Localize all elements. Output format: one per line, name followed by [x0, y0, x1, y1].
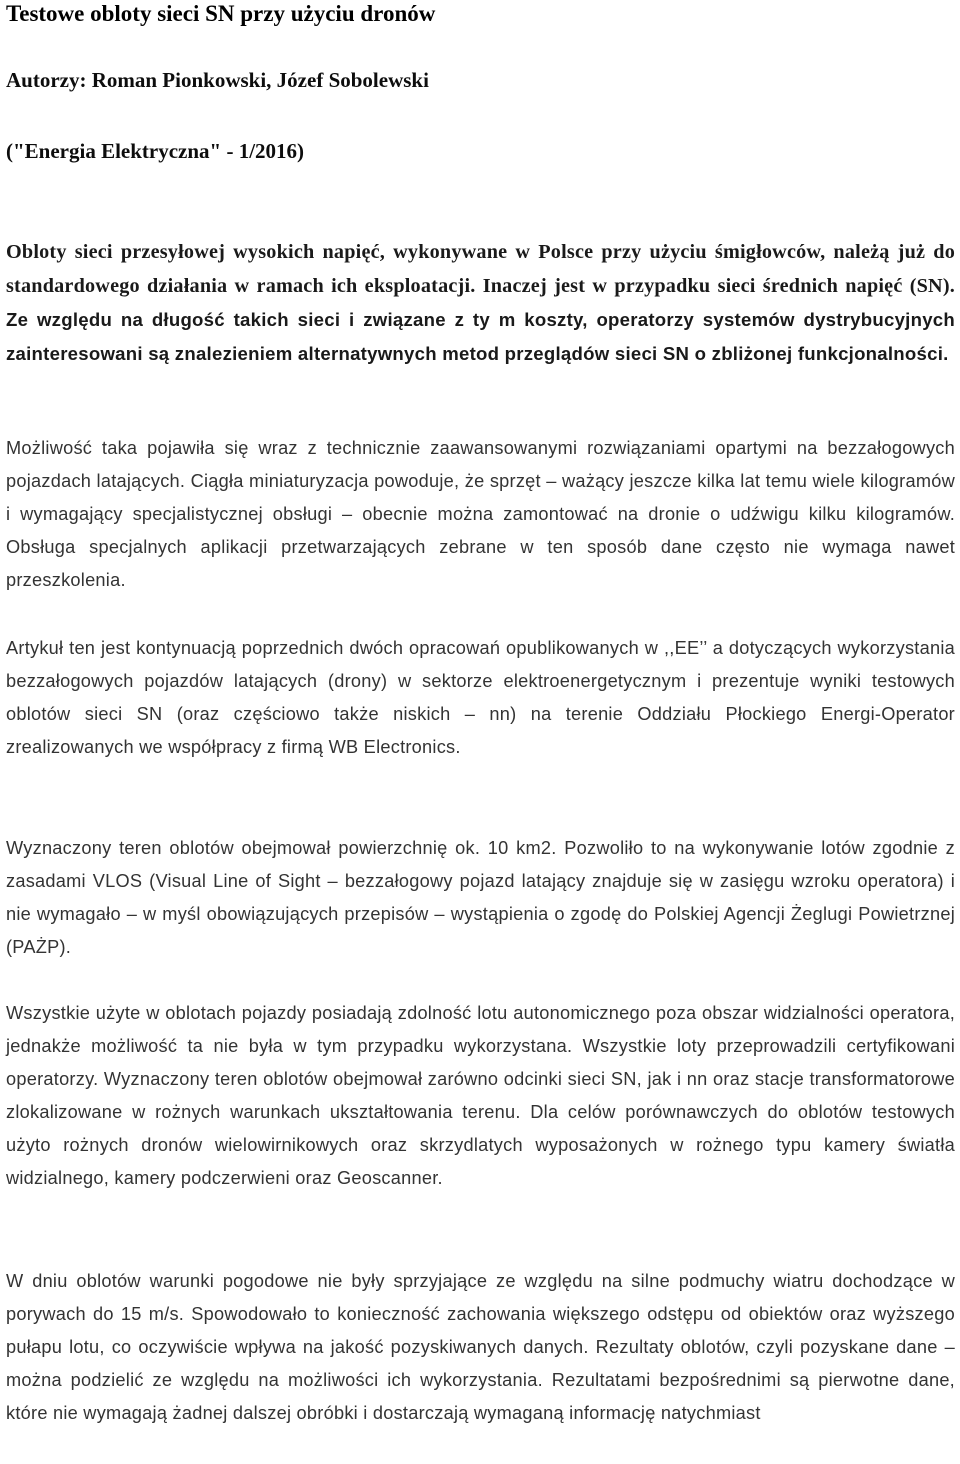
body-paragraph-4: Wyznaczony teren oblotów obejmował powierzchnię ok. 10 km2. Pozwoliło to na wykonywanie lotów zgodnie z zasadami VLOS (Visual Line of Sight – bezzałogowy pojazd latający znajduje się w zasięgu wzroku operatora) i nie wymagało – w myśl obowiązujących przepisów – wystąpienia o zgodę do Polskiej Agencji Żeglugi Powietrznej (PAŻP).: [6, 838, 955, 957]
body-paragraph-2: [6, 432, 955, 597]
intro-paragraph-part1: Obloty sieci przesyłowej wysokich napięć, wykonywane w Polsce przy użyciu śmigłowców, należą już do standardowego działania w ramach ich eksploatacji. Inaczej jest w przypadku sieci średnich napięć (SN).: [6, 241, 955, 297]
body-paragraph-3: Artykuł ten jest kontynuacją poprzednich dwóch opracowań opublikowanych w ,,EE’’ a dotyczących wykorzystania bezzałogowych pojazdów latających (drony) w sektorze elektroenergetycznym i prezentuje wyniki testowych oblotów sieci SN (oraz częściowo także niskich – nn) na terenie Oddziału Płockiego Energi-Operator zrealizowanych we współpracy z firmą WB Electronics.: [6, 638, 955, 757]
intro-paragraph-part2: Ze względu na długość takich sieci i związane z ty m koszty, operatorzy systemów dystrybucyjnych zainteresowani są znalezieniem alternatywnych metod przeglądów sieci SN o zbliżonej funkcjonalności.: [6, 309, 955, 364]
article-source: ("Energia Elektryczna" - 1/2016): [6, 139, 305, 163]
body-paragraph-2-part3: Obsługa specjalnych aplikacji przetwarzających zebrane w ten sposób dane często nie wymaga nawet przeszkolenia.: [6, 537, 955, 590]
body-paragraph-6: W dniu oblotów warunki pogodowe nie były sprzyjające ze względu na silne podmuchy wiatru dochodzące w porywach do 15 m/s. Spowodowało to konieczność zachowania większego odstępu od obiektów oraz wyższego pułapu lotu, co oczywiście wpływa na jakość pozyskiwanych danych. Rezultaty oblotów, czyli pozyskane dane – można podzielić ze względu na możliwości ich wykorzystania. Rezultatami bezpośrednimi są pierwotne dane, które nie wymagają żadnej dalszej obróbki i dostarczają wymaganą informację natychmiast: [6, 1271, 955, 1423]
article-authors: Autorzy: Roman Pionkowski, Józef Sobolewski: [6, 68, 429, 92]
body-paragraph-5: Wszystkie użyte w oblotach pojazdy posiadają zdolność lotu autonomicznego poza obszar widzialności operatora, jednakże możliwość ta nie była w tym przypadku wykorzystana. Wszystkie loty przeprowadzili certyfikowani operatorzy. Wyznaczony teren oblotów obejmował zarówno odcinki sieci SN, jak i nn oraz stacje transformatorowe zlokalizowane w rożnych warunkach ukształtowania terenu. Dla celów porównawczych do oblotów testowych użyto rożnych dronów wielowirnikowych oraz skrzydlatych wyposażonych w rożnego typu kamery światła widzialnego, kamery podczerwieni oraz Geoscanner.: [6, 1003, 955, 1188]
article-title: Testowe obloty sieci SN przy użyciu dronów: [6, 1, 436, 26]
intro-paragraph: [6, 236, 955, 371]
body-paragraph-2-part2: Ciągła miniaturyzacja powoduje, że sprzęt – ważący jeszcze kilka lat temu wiele kilogramów i wymagający specjalistycznej obsługi – obecnie można zamontować na dronie o udźwigu kilku kilogramów.: [6, 471, 955, 524]
body-paragraph-2-part1: Możliwość taka pojawiła się wraz z technicznie zaawansowanymi rozwiązaniami opartymi na bezzałogowych pojazdach latających.: [6, 438, 955, 491]
